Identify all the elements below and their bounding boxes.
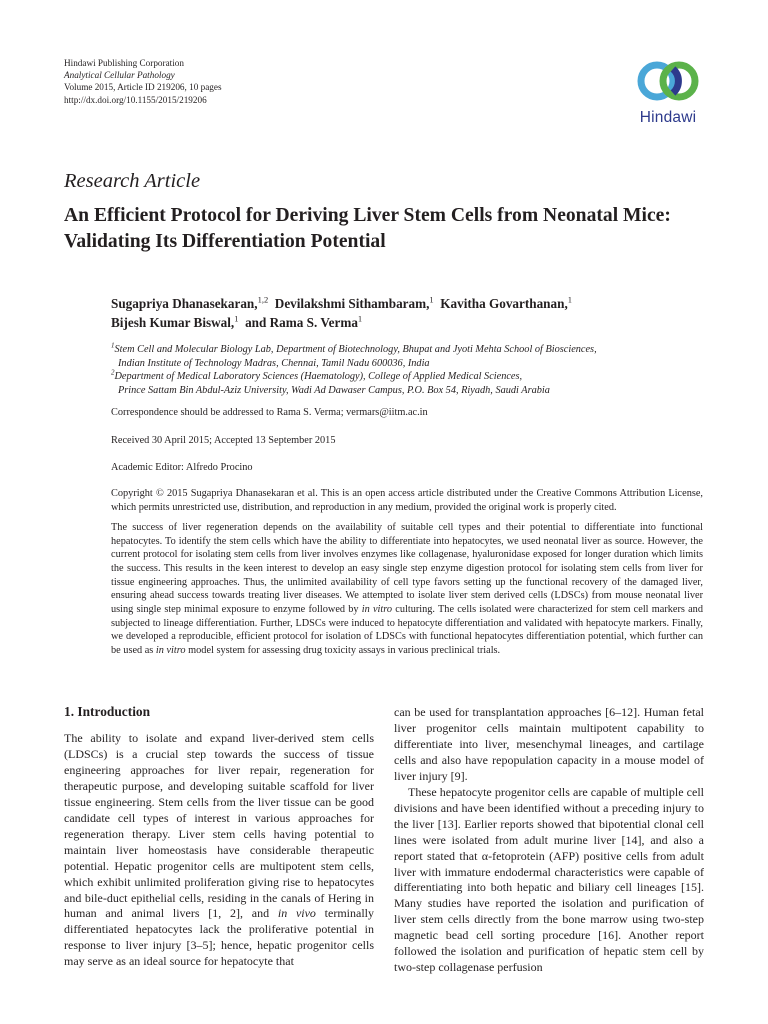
logo-wordmark: Hindawi [639,109,697,126]
abstract-text: The success of liver regeneration depends on the availability of suitable cell types and their potential to differentiate into functional hepatocytes. To identify the stem cells which have the ability to differentiate into hepatocytes, we used neonatal liver as source. However, the current protocol for isolating stem cells from liver involves enzymes like collagenase, hyaluronidase exposed for longer duration which limits the success. This results in the keen interest to develop an easy single step enzyme digestion protocol for isolating stem cells from liver for tissue engineering approaches. Thus, the unlimited availability of cell type favors setting up the functional recovery of the damaged liver, ensuring ahead success towards treating liver diseases. We attempted to isolate liver stem derived cells (LDSCs) from mouse neonatal liver using single step minimal exposure to enzyme followed by [111,522,703,615]
author-name: and Rama S. Verma [245,315,358,330]
affiliations [111,343,671,397]
abstract [111,521,703,658]
affiliation-line: Prince Sattam Bin Abdul-Aziz University, Wadi Ad Dawaser Campus, P.O. Box 54, Riyadh, Saudi Arabia [118,384,550,396]
author-affil-sup: 1 [429,294,434,305]
body-paragraph: These hepatocyte progenitor cells are capable of multiple cell divisions and have been identified without a preceding injury to the liver [13]. Earlier reports showed that bipotential clonal cell lines were isolated from adult murine liver [14], and also a report stated that α-fetoprotein (AFP) positive cells from adult liver with immature endodermal characteristics were capable of differentiating into both hepatic and biliary cell lineages [15]. Many studies have reported the isolation and purification of liver stem cells directly from the bone marrow using two-step magnetic bead cell sorting procedure [16]. Another report followed the isolation and purification of hepatic stem cell by two-step collagenase perfusion [394,784,704,975]
article-type: Research Article [64,170,201,192]
section-heading: 1. Introduction [64,704,151,719]
author-name: Kavitha Govarthanan, [440,296,568,311]
body-text: terminally differentiated hepatocytes lack the proliferative potential in response to liver injury [3–5]; hence, hepatic progenitor cells may serve as an ideal source for hepatocyte that [64,906,375,969]
author-list [111,294,671,332]
doi-link[interactable]: http://dx.doi.org/10.1155/2015/219206 [64,94,207,105]
body-right-column [394,705,704,976]
article-title: An Efficient Protocol for Deriving Liver Stem Cells from Neonatal Mice: Validating Its Differentiation Potential [64,205,671,252]
abstract-italic: in vitro [361,603,393,615]
affiliation-line: Stem Cell and Molecular Biology Lab, Department of Biotechnology, Bhupat and Jyoti Mehta School of Biosciences, [114,344,597,355]
author-affil-sup: 1 [234,313,239,324]
body-text: The ability to isolate and expand liver-derived stem cells (LDSCs) is a crucial step towards the success of tissue engineering approaches for liver repair, regeneration for therapeutic purpose, and developing suitable scaffold for liver tissue engineering. Stem cells from the liver tissue can be good candidate cell types of interest in various approaches for regeneration therapy. Liver stem cells having potential to maintain liver homeostasis have considerable therapeutic potential. Hepatic progenitor cells are multipotent stem cells, which exhibit unlimited proliferation giving rise to hepatocytes and bile-duct epithelial cells, residing in the canals of Hering in human and animal livers [1, 2], and [64,731,374,921]
affil-sup: 2 [111,368,115,377]
publisher: Hindawi Publishing Corporation [64,58,184,68]
correspondence: Correspondence should be addressed to Rama S. Verma; vermars@iitm.ac.in [111,407,428,418]
abstract-italic: in vitro [155,644,186,656]
author-name: Sugapriya Dhanasekaran, [111,296,258,311]
academic-editor: Academic Editor: Alfredo Procino [111,462,253,473]
author-name: Devilakshmi Sithambaram, [274,296,430,311]
author-affil-sup: 1 [357,313,363,324]
affiliation-line: Indian Institute of Technology Madras, Chennai, Tamil Nadu 600036, India [118,357,430,369]
author-affil-sup: 1,2 [257,294,269,305]
author-name: Bijesh Kumar Biswal, [111,315,235,330]
hindawi-logo [628,54,708,138]
body-paragraph: can be used for transplantation approaches [6–12]. Human fetal liver progenitor cells maintain multipotent capability to differentiate into liver, mesenchymal lineages, and cartilage cells and also have repopulation capacity in a mouse model of liver injury [9]. [394,705,704,783]
volume-info: Volume 2015, Article ID 219206, 10 pages [64,82,222,93]
journal-name: Analytical Cellular Pathology [64,70,175,81]
abstract-text: model system for assessing drug toxicity assays in various preclinical trials. [185,644,501,656]
affil-sup: 1 [111,341,115,350]
copyright-notice: Copyright © 2015 Sugapriya Dhanasekaran et al. This is an open access article distributed under the Creative Commons Attribution License, which permits unrestricted use, distribution, and reproduction in any medium, provided the original work is properly cited. [111,488,703,513]
received-date: Received 30 April 2015; Accepted 13 September 2015 [111,435,336,446]
journal-header [64,57,222,106]
affiliation-line: Department of Medical Laboratory Sciences (Haematology), College of Applied Medical Sciences, [114,371,523,383]
body-italic: in vivo [277,906,316,921]
hindawi-rings-logo-icon [636,54,700,108]
abstract-text: culturing. The cells isolated were characterized for stem cell markers and subjected to lineage differentiation. Further, LDSCs were induced to hepatocyte differentiation and validated with hepatocyte markers. Finally, we developed a reproducible, efficient protocol for isolation of LDSCs with functional hepatocytes differentiation potential, which further can be used as [111,603,703,656]
body-left-column [64,731,374,970]
author-affil-sup: 1 [567,294,572,305]
